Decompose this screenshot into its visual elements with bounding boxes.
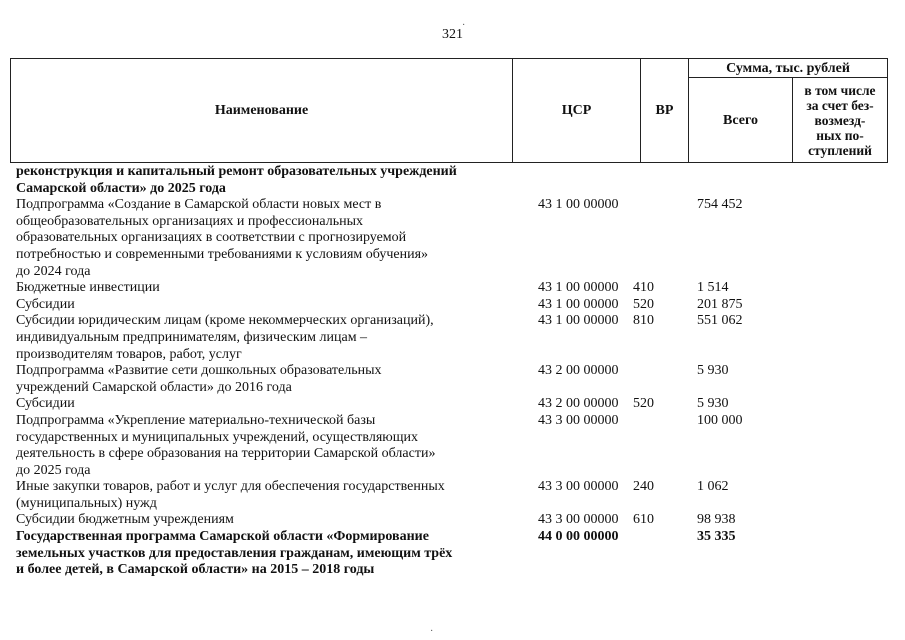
row-incl [783,280,886,297]
page-number: 321 [442,27,463,42]
row-name-line: учреждений Самарской области» до 2016 года [16,379,292,395]
table-row [16,413,886,479]
row-incl [783,197,886,280]
row-name [16,512,526,529]
row-incl [783,396,886,413]
row-name-line: Субсидии бюджетным учреждениям [16,512,234,528]
row-name-line: реконструкция и капитальный ремонт образовательных учреждений [16,164,457,179]
row-incl [783,479,886,512]
row-name-line: образовательных организациях в соответствии с прогнозируемой [16,230,407,246]
row-name [16,164,526,197]
row-name [16,297,526,314]
row-csr [526,164,633,197]
row-name [16,197,526,280]
row-sum: 5 930 [697,363,729,379]
row-vr: 410 [633,280,654,296]
table-row [16,529,886,579]
row-csr: 43 1 00 00000 [538,313,619,329]
row-name-line: до 2024 года [16,263,91,279]
row-sum: 5 930 [697,396,729,412]
row-name-line: производителям товаров, работ, услуг [16,346,242,362]
row-vr [633,363,685,396]
row-name-line: Субсидии [16,296,75,312]
row-name-line: государственных и муниципальных учреждений, осуществляющих [16,429,418,445]
row-vr: 810 [633,313,654,329]
table-row [16,313,886,363]
table-row [16,479,886,512]
row-csr: 43 3 00 00000 [538,479,619,495]
row-sum [685,164,783,197]
row-name [16,396,526,413]
row-sum: 754 452 [697,197,743,213]
row-vr [633,164,685,197]
row-vr [633,197,685,280]
table-row [16,363,886,396]
row-csr: 43 1 00 00000 [538,197,619,213]
row-sum: 1 062 [697,479,729,495]
row-csr: 43 1 00 00000 [538,280,619,296]
scan-speck: · [462,20,466,31]
row-name-line: Подпрограмма «Создание в Самарской области новых мест в [16,197,382,213]
column-name-header: Наименование [11,59,513,163]
row-vr: 610 [633,512,654,528]
table-row [16,164,886,197]
row-name [16,280,526,297]
table-row [16,280,886,297]
table-body [16,164,886,579]
row-incl [783,413,886,479]
row-sum: 35 335 [697,529,736,545]
table-row [16,197,886,280]
row-name-line: (муниципальных) нужд [16,495,157,511]
row-sum: 1 514 [697,280,729,296]
row-name-line: Подпрограмма «Укрепление материально-технической базы [16,412,376,428]
row-name-line: Бюджетные инвестиции [16,280,160,296]
row-name-line: и более детей, в Самарской области» на 2015 – 2018 годы [16,562,375,578]
row-incl [783,529,886,579]
column-sum-group-header: Сумма, тыс. рублей [689,59,888,78]
row-name [16,363,526,396]
row-csr: 43 3 00 00000 [538,412,619,428]
row-name-line: индивидуальным предпринимателям, физическим лицам – [16,329,368,345]
row-sum: 98 938 [697,512,736,528]
row-sum: 551 062 [697,313,743,329]
scan-speck: · [430,626,434,637]
table-row [16,297,886,314]
column-incl-header: в том числе за счет без- возмезд- ных по- ступлений [793,78,888,163]
row-name-line: потребностью и современными требованиями к условиям обучения» [16,246,429,262]
column-total-header: Всего [689,78,793,163]
row-name [16,313,526,363]
row-csr: 43 2 00 00000 [538,396,619,412]
row-csr: 43 2 00 00000 [538,363,619,379]
row-csr: 44 0 00 00000 [538,529,619,545]
row-vr: 520 [633,296,654,312]
row-name-line: деятельность в сфере образования на территории Самарской области» [16,446,436,462]
row-incl [783,297,886,314]
table-row [16,396,886,413]
row-csr: 43 1 00 00000 [538,296,619,312]
row-name-line: земельных участков для предоставления гражданам, имеющим трёх [16,545,453,561]
row-incl [783,363,886,396]
row-incl [783,164,886,197]
row-incl [783,313,886,363]
table-header [10,58,888,163]
row-name-line: Субсидии юридическим лицам (кроме некоммерческих организаций), [16,313,434,329]
row-name-line: до 2025 года [16,462,91,478]
row-vr [633,529,685,579]
row-name-line: Субсидии [16,396,75,412]
column-csr-header: ЦСР [513,59,641,163]
row-sum: 100 000 [697,412,743,428]
table-row [16,512,886,529]
row-name [16,413,526,479]
row-name [16,479,526,512]
row-name-line: Подпрограмма «Развитие сети дошкольных образовательных [16,363,382,379]
row-name-line: общеобразовательных организациях и профессиональных [16,213,364,229]
row-name [16,529,526,579]
row-sum: 201 875 [697,296,743,312]
row-vr: 240 [633,479,654,495]
row-name-line: Государственная программа Самарской области «Формирование [16,529,429,545]
row-incl [783,512,886,529]
row-name-line: Иные закупки товаров, работ и услуг для обеспечения государственных [16,479,445,495]
row-csr: 43 3 00 00000 [538,512,619,528]
row-name-line: Самарской области» до 2025 года [16,180,226,196]
row-vr [633,413,685,479]
column-vr-header: ВР [641,59,689,163]
row-vr: 520 [633,396,654,412]
